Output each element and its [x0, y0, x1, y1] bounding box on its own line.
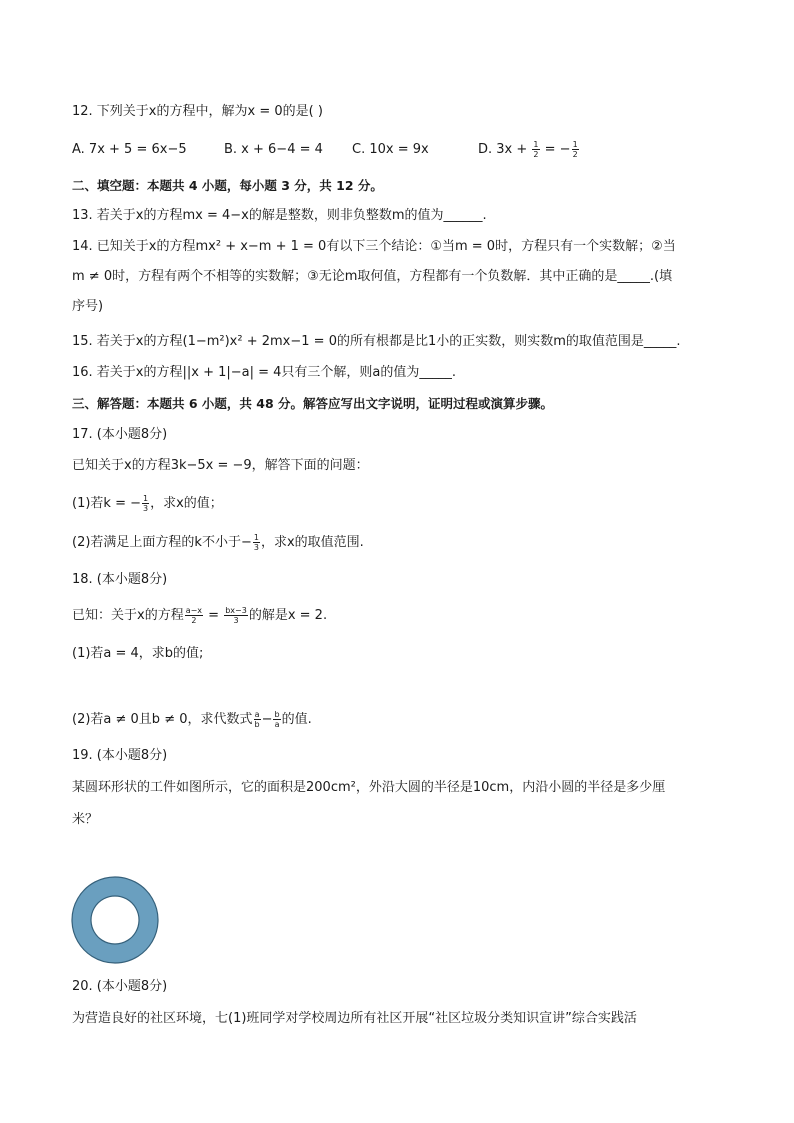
fraction-one-half-negative: $\frac{1}{2}$ [572, 140, 578, 159]
question-17-header: 17. (本小题8分) [72, 427, 168, 442]
question-14-line-3: 序号) [72, 299, 104, 314]
q12-option-c: C. 10x = 9x [352, 142, 429, 157]
question-20-line-1: 为营造良好的社区环境，七(1)班同学对学校周边所有社区开展“社区垃圾分类知识宣讲”综合实践活 [72, 1011, 637, 1026]
fraction-b-over-a: $\frac{b}{a}$ [274, 710, 280, 729]
fraction-one-half: $\frac{1}{2}$ [533, 140, 539, 159]
question-18-header: 18. (本小题8分) [72, 572, 168, 587]
question-17-stem: 已知关于x的方程3k−5x = −9，解答下面的问题： [72, 458, 369, 473]
question-13: 13. 若关于x的方程mx = 4−x的解是整数，则非负整数m的值为______. [72, 208, 487, 223]
question-17-part-2: (2)若满足上面方程的k不小于− $\frac{1}{3}$ ，求x的取值范围. [72, 533, 364, 552]
fraction-a-over-b: $\frac{a}{b}$ [254, 710, 260, 729]
annulus-ring-figure [71, 876, 159, 964]
question-15: 15. 若关于x的方程(1−m²)x² + 2mx−1 = 0的所有根都是比1小的正实数，则实数m的取值范围是_____. [72, 334, 681, 349]
annulus-ring-shape [72, 877, 158, 963]
question-16: 16. 若关于x的方程||x + 1|−a| = 4只有三个解，则a的值为_____. [72, 365, 457, 380]
section-answer-heading: 三、解答题：本题共 6 小题，共 48 分。解答应写出文字说明，证明过程或演算步骤。 [72, 396, 554, 411]
question-19-line-1: 某圆环形状的工件如图所示，它的面积是200cm²，外沿大圆的半径是10cm，内沿小圆的半径是多少厘 [72, 780, 666, 795]
fraction-one-third: $\frac{1}{3}$ [143, 494, 149, 513]
question-18-part-1: (1)若a = 4，求b的值; [72, 646, 204, 661]
q12-option-a: A. 7x + 5 = 6x−5 [72, 142, 187, 157]
q12-option-d-tail: = − [540, 142, 571, 157]
q12-option-d-head: D. 3x + [478, 142, 532, 157]
question-12-stem: 12. 下列关于x的方程中，解为x = 0的是( ) [72, 104, 323, 119]
section-fill-in-blank-heading: 二、填空题：本题共 4 小题，每小题 3 分，共 12 分。 [72, 178, 383, 193]
fraction-bx-minus-3-over-3: $\frac{bx-3}{3}$ [225, 606, 247, 625]
fraction-a-minus-x-over-2: $\frac{a-x}{2}$ [185, 606, 203, 625]
fraction-one-third: $\frac{1}{3}$ [253, 533, 259, 552]
question-14-line-1: 14. 已知关于x的方程mx² + x−m + 1 = 0有以下三个结论：①当m = 0时，方程只有一个实数解；②当 [72, 239, 676, 254]
question-18-part-2: (2)若a ≠ 0且b ≠ 0，求代数式 $\frac{a}{b}$ − $\frac{b}{a}$ 的值. [72, 710, 312, 729]
question-18-stem: 已知：关于x的方程 $\frac{a-x}{2}$ = $\frac{bx-3}{3}$ 的解是x = 2. [72, 606, 328, 625]
question-19-header: 19. (本小题8分) [72, 748, 168, 763]
question-14-line-2: m ≠ 0时，方程有两个不相等的实数解；③无论m取何值，方程都有一个负数解．其中正确的是_____.(填 [72, 269, 673, 284]
question-19-line-2: 米？ [72, 812, 99, 827]
question-17-part-1: (1)若k = − $\frac{1}{3}$ ，求x的值； [72, 494, 223, 513]
question-20-header: 20. (本小题8分) [72, 979, 168, 994]
q12-option-d [478, 140, 580, 160]
q12-option-b: B. x + 6−4 = 4 [224, 142, 323, 157]
